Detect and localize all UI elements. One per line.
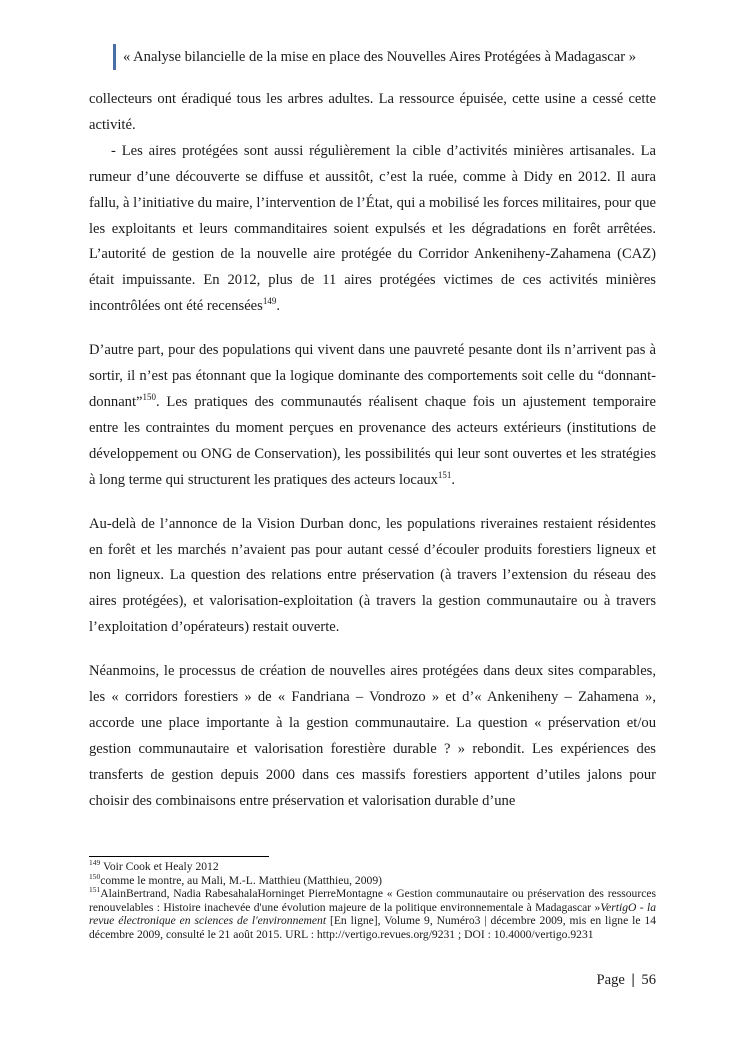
footnote-divider: [89, 856, 269, 857]
paragraph: collecteurs ont éradiqué tous les arbres adultes. La ressource épuisée, cette usine a cessé cette activité.: [89, 91, 656, 133]
footnotes: [89, 860, 656, 942]
page-number: [597, 972, 657, 989]
footnote-text: AlainBertrand, Nadia RabesahalaHorninget PierreMontagne « Gestion communautaire ou préservation des ressources renouvelables : Histoire inachevée d'une évolution majeure de la politique environnementale à Madagascar »: [89, 887, 656, 914]
page-label: Page: [596, 972, 625, 988]
footnote-151: [89, 887, 656, 941]
body-text: [89, 87, 656, 815]
page-number-value: 56: [641, 972, 656, 988]
running-header-title: « Analyse bilancielle de la mise en place des Nouvelles Aires Protégées à Madagascar »: [123, 49, 637, 65]
bullet-paragraph: [89, 139, 656, 320]
footnote-number: 151: [89, 885, 101, 895]
footnote-number: 149: [89, 858, 101, 868]
paragraph-text: D’autre part, pour des populations qui vivent dans une pauvreté pesante dont ils n’arrivent pas à sortir, il n’est pas étonnant que la logique dominante des comportements soit celle du “donnant-donnant”: [89, 342, 656, 410]
paragraph-end: .: [276, 298, 280, 315]
footnote-ref-149[interactable]: 149: [262, 296, 277, 307]
page-separator: |: [631, 972, 635, 988]
paragraph: Néanmoins, le processus de création de nouvelles aires protégées dans deux sites comparables, les « corridors forestiers » de « Fandriana – Vondrozo » et d’« Ankeniheny – Zahamena », accorde une place importante à la gestion communautaire. La question « préservation et/ou gestion communautaire et valorisation forestière durable ? » rebondit. Les expériences des transferts de gestion depuis 2000 dans ces massifs forestiers apportent d’utiles jalons pour choisir des combinaisons entre préservation et valorisation durable d’une: [89, 663, 656, 809]
paragraph: [89, 338, 656, 493]
footnote-journal-title: VertigO - la revue électronique en sciences de l'environnement: [89, 900, 656, 928]
paragraph-text: - Les aires protégées sont aussi régulièrement la cible d’activités minières artisanales. La rumeur d’une découverte se diffuse et aussitôt, c’est la ruée, comme à Didy en 2012. Il aura fallu, à l’initiative du maire, l’intervention de l’État, qui a mobilisé les forces militaires, pour que les exploitants et leurs commanditaires soient expulsés et les dégradations en forêt arrêtées. L’autorité de gestion de la nouvelle aire protégée du Corridor Ankeniheny-Zahamena (CAZ) était impuissante. En 2012, plus de 11 aires protégées victimes de ces activités minières incontrôlées ont été recensées: [89, 142, 656, 315]
footnote-150: [89, 871, 656, 888]
footnote-text[interactable]: [En ligne], Volume 9, Numéro3 | décembre 2009, mis en ligne le 14 décembre 2009, consulté le 21 août 2015. URL : http://vertigo.revues.org/9231 ; DOI : 10.4000/vertigo.9231: [89, 914, 656, 941]
footnote-text: comme le montre, au Mali, M.-L. Matthieu (Matthieu, 2009): [100, 873, 382, 887]
paragraph-text: . Les pratiques des communautés réalisent chaque fois un ajustement temporaire entre les contraintes du moment perçues en provenance des acteurs extérieurs (institutions de développement ou ONG de Conservation), les possibilités qui leur sont ouvertes et les stratégies à long terme qui structurent les pratiques des acteurs locaux: [89, 393, 656, 488]
paragraph: Au-delà de l’annonce de la Vision Durban donc, les populations riveraines restaient résidentes en forêt et les marchés n’avaient pas pour autant cessé d’écouler produits forestiers ligneux et non ligneux. La question des relations entre préservation (à travers l’extension du réseau des aires protégées), et valorisation-exploitation (à travers la gestion communautaire ou à travers l’exploitation d’opérateurs) restait ouverte.: [89, 515, 656, 636]
paragraph-end: .: [451, 471, 456, 488]
footnote-ref-150[interactable]: 150: [142, 392, 156, 403]
running-header: [113, 44, 636, 70]
footnote-ref-151[interactable]: 151: [437, 469, 452, 480]
footnote-number: 150: [89, 871, 101, 881]
footnote-text: Voir Cook et Healy 2012: [100, 860, 219, 873]
footnote-149: [89, 860, 656, 874]
